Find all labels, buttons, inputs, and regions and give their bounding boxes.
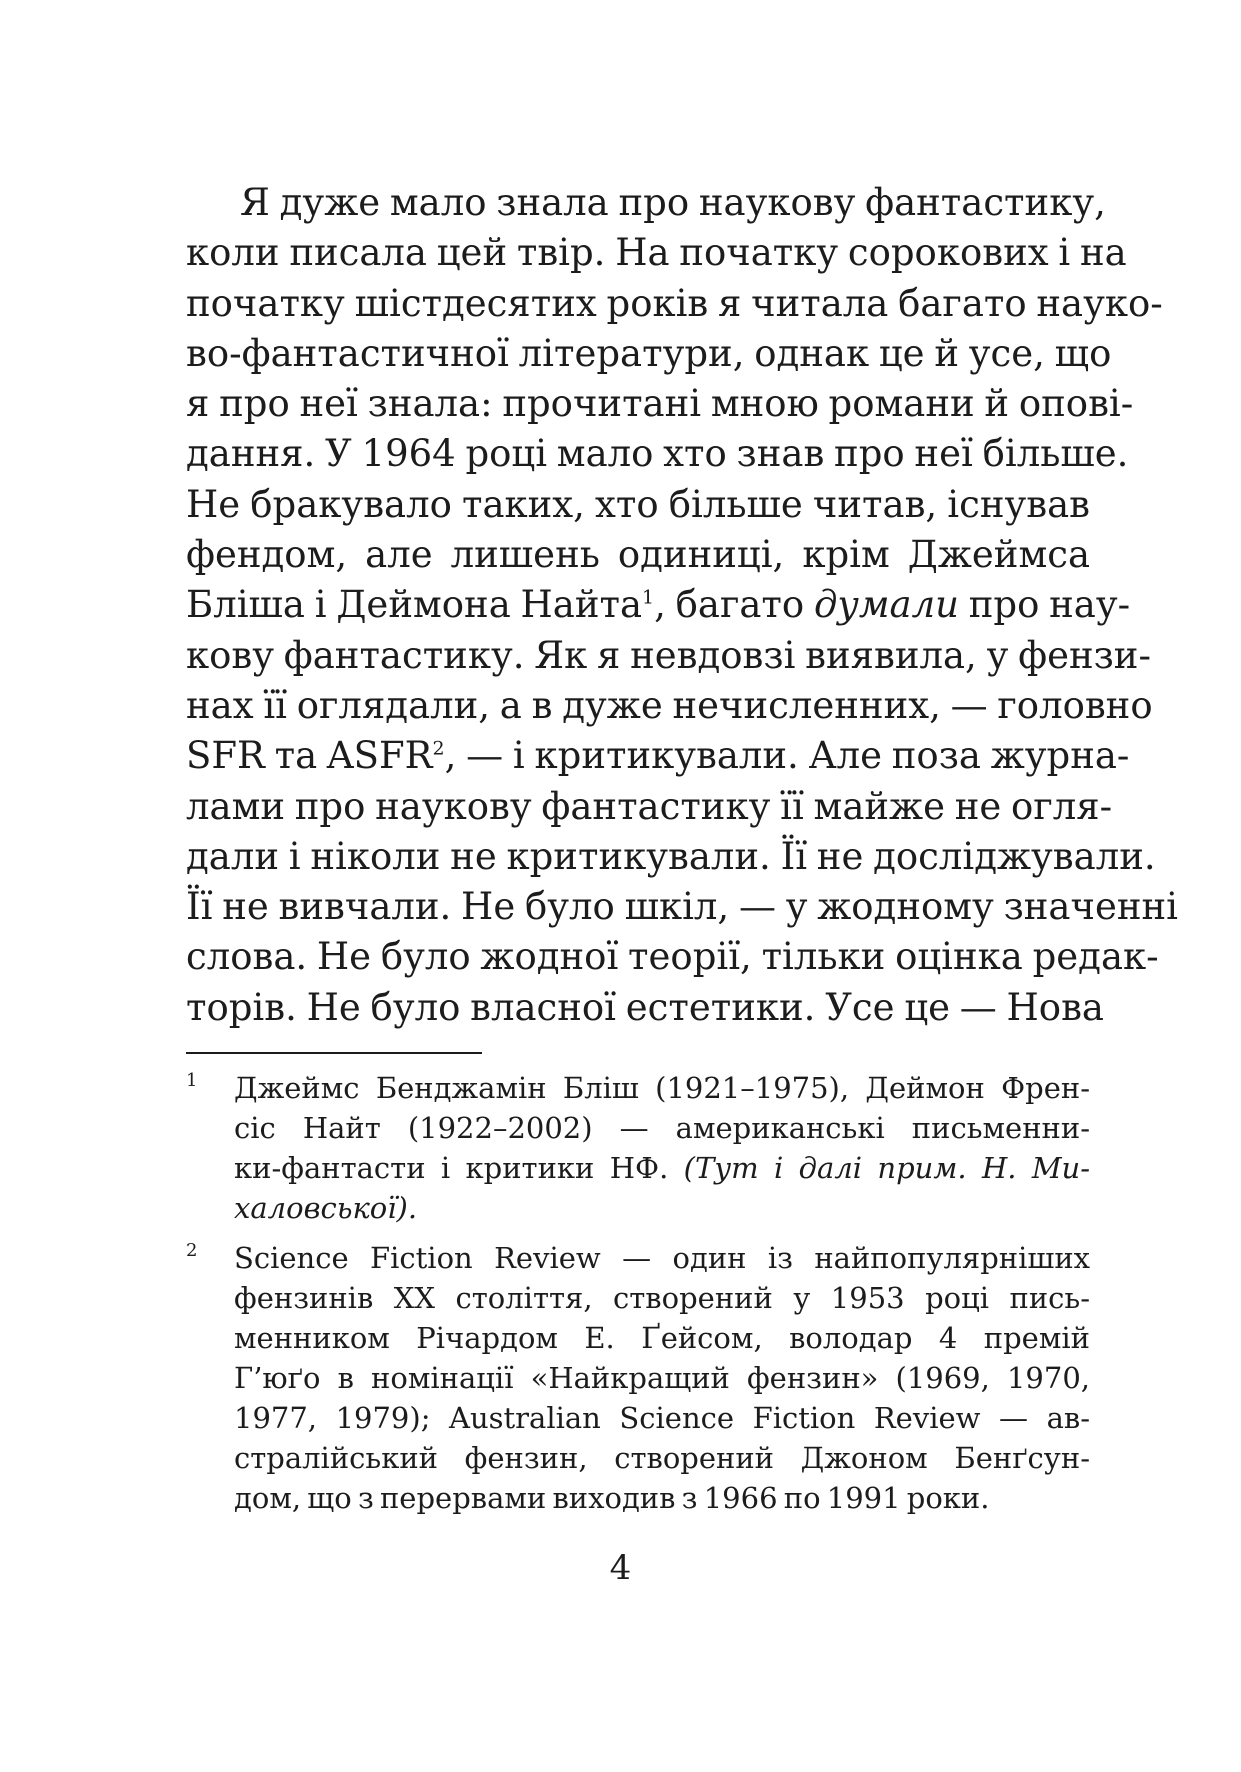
footnote-number: 1 [186,1070,198,1091]
text-segment: , — і критикували. Але поза журна- [444,734,1130,778]
text-line: кову фантастику. Як я невдовзі виявила, у фензи- [186,633,1151,677]
footnotes [186,1068,1090,1528]
text-line: початку шістдесятих років я читала багато науко- [186,281,1163,325]
text-line: нах її оглядали, а в дуже нечисленних, — головно [186,683,1153,727]
footnote-2 [186,1238,1090,1518]
footnote-line: дом, що з перервами виходив з 1966 по 1991 роки. [234,1481,990,1515]
text-segment: ки-фантасти і критики НФ. [234,1151,684,1185]
text-line [186,580,1131,630]
text-line: Не бракувало таких, хто більше читав, існував [186,482,1090,526]
text-line [186,731,1130,781]
page-number: 4 [609,1548,632,1588]
footnote-ref-1[interactable]: 1 [642,587,655,610]
footnote-1 [186,1068,1090,1228]
text-line: коли писала цей твір. На початку сорокових і на [186,231,1127,275]
text-line: торів. Не було власної естетики. Усе це — Нова [186,985,1104,1029]
footnote-number: 2 [186,1240,198,1261]
footnote-line: 1977, 1979); Australian Science Fiction Review — ав- [234,1401,1090,1435]
footnote-line: Science Fiction Review — один із найпопулярніших [234,1241,1090,1275]
text-line: Я дуже мало знала про наукову фантастику, [240,181,1106,224]
footnote-line: Джеймс Бенджамін Бліш (1921–1975), Деймон Френ- [234,1071,1090,1105]
text-line: дали і ніколи не критикували. Її не досліджували. [186,834,1156,878]
text-line: дання. У 1964 році мало хто знав про неї більше. [186,432,1129,476]
footnote-line: сіс Найт (1922–2002) — американські письменни- [234,1111,1090,1145]
text-line: я про неї знала: прочитані мною романи й опові- [186,382,1134,426]
text-line: во-фантастичної літератури, однак це й усе, що [186,331,1112,375]
footnote-line [234,1148,1090,1188]
text-segment: SFR та ASFR [186,734,433,778]
footnote-line: Г’юґо в номінації «Найкращий фензин» (1969, 1970, [234,1361,1090,1395]
footnote-divider [186,1052,482,1054]
footnote-ref-2[interactable]: 2 [432,737,445,760]
italic-text: (Тут і далі прим. Н. Ми- [683,1151,1090,1185]
footnote-line: стралійський фензин, створений Джоном Бенґсун- [234,1441,1090,1475]
text-line: лами про наукову фантастику її майже не огля- [186,784,1113,828]
footnote-line [234,1188,1090,1228]
italic-text: халовської). [234,1191,418,1225]
text-line: фендом, але лишень одиниці, крім Джеймса [186,533,1090,577]
text-segment: Бліша і Деймона Найта [186,583,643,627]
footnote-line: менником Річардом Е. Ґейсом, володар 4 премій [234,1321,1090,1355]
text-line: слова. Не було жодної теорії, тільки оцінка редак- [186,935,1159,979]
text-line: Її не вивчали. Не було шкіл, — у жодному значенні [186,885,1179,929]
footnote-line: фензинів XX століття, створений у 1953 році пись- [234,1281,1090,1315]
text-segment: , багато [654,583,814,627]
main-text [186,178,1179,1033]
text-segment: про нау- [958,583,1131,627]
italic-text: думали [813,583,959,627]
